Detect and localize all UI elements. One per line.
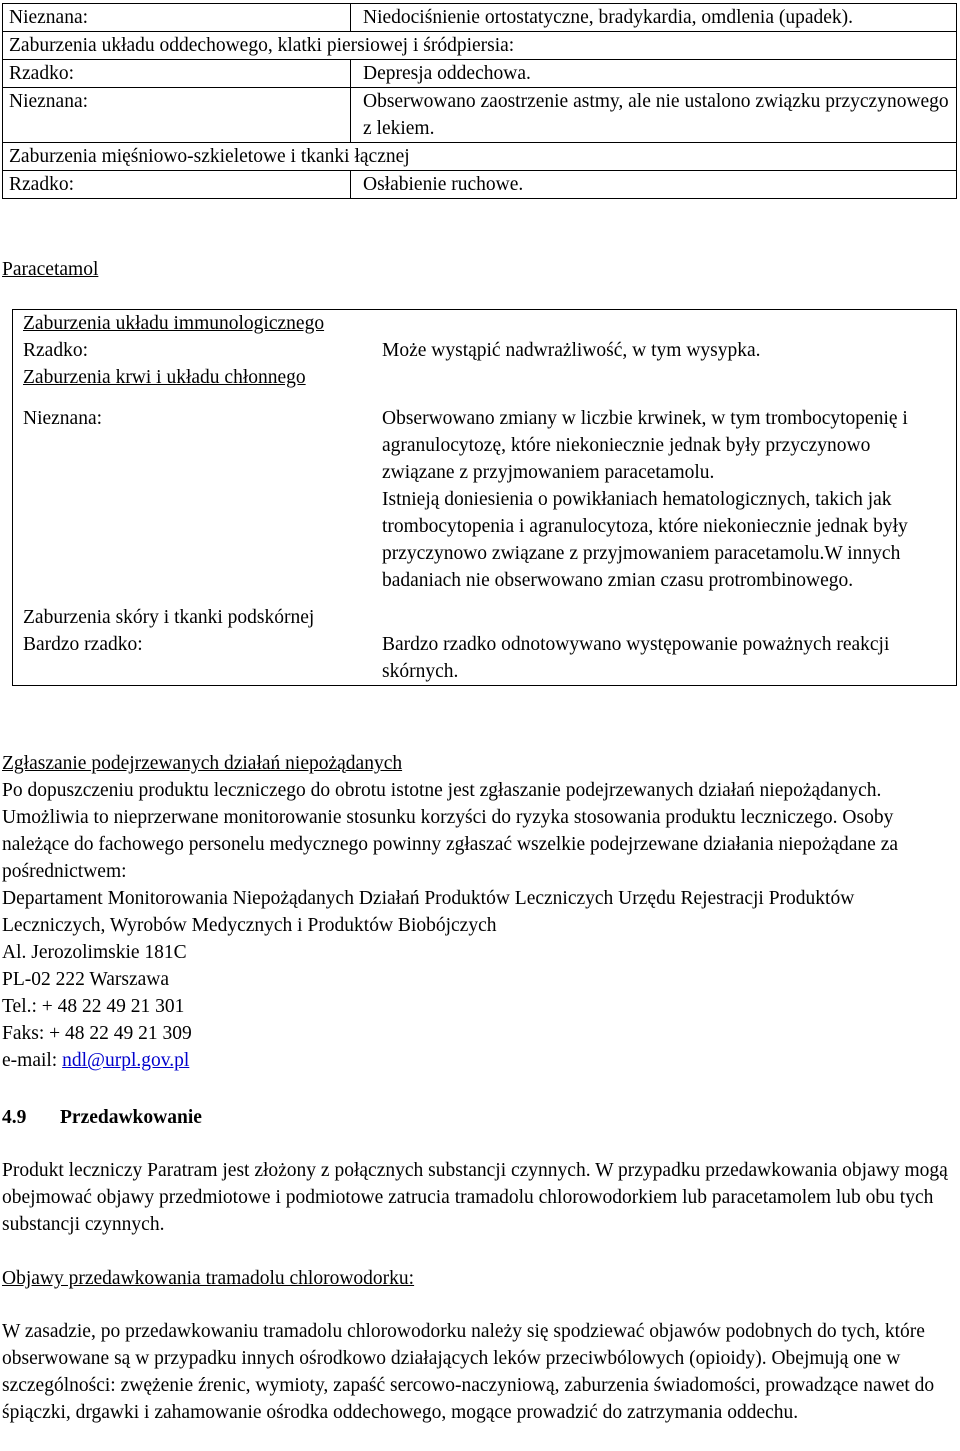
tramadol-overdose-heading: Objawy przedawkowania tramadolu chlorowodorku:: [2, 1268, 415, 1289]
effect-cell: Osłabienie ruchowe.: [351, 171, 957, 199]
table-row: [3, 32, 957, 60]
reporting-paragraph: Po dopuszczeniu produktu leczniczego do obrotu istotne jest zgłaszanie podejrzewanych działań niepożądanych. Umożliwia to nieprzerwane monitorowanie stosunku korzyści do ryzyka stosowania produktu leczniczego. Osoby należące do fachowego personelu medycznego powinny zgłaszać wszelkie podejrzewane działania niepożądane za pośrednictwem:: [2, 780, 899, 882]
effect-cell: Niedociśnienie ortostatyczne, bradykardia, omdlenia (upadek).: [351, 4, 957, 32]
organ-class-heading: Zaburzenia skóry i tkanki podskórnej: [23, 607, 315, 628]
frequency-cell: Nieznana:: [3, 4, 351, 32]
section-heading: [2, 1104, 202, 1131]
organ-class-heading: Zaburzenia układu oddechowego, klatki piersiowej i śródpiersia:: [3, 32, 957, 60]
address-street: Al. Jerozolimskie 181C: [2, 942, 187, 963]
frequency-cell: Rzadko:: [3, 171, 351, 199]
organ-class-heading: Zaburzenia krwi i układu chłonnego: [23, 367, 306, 388]
reporting-section: [2, 750, 952, 1074]
frequency-cell: Nieznana:: [3, 88, 351, 143]
section-number: 4.9: [2, 1107, 27, 1128]
fax-number: Faks: + 48 22 49 21 309: [2, 1023, 192, 1044]
section-title: Przedawkowanie: [60, 1107, 202, 1128]
adverse-effects-table-tramadol: [2, 3, 957, 199]
effect-text: Obserwowano zmiany w liczbie krwinek, w tym trombocytopenię i agranulocytozę, które niekoniecznie jednak były przyczynowo związane z przyjmowaniem paracetamolu.: [382, 408, 908, 483]
frequency-cell: Rzadko:: [23, 340, 88, 361]
table-row: [3, 4, 957, 32]
table-row: [13, 310, 957, 338]
frequency-cell: Rzadko:: [3, 60, 351, 88]
effect-cell: Obserwowano zaostrzenie astmy, ale nie ustalono związku przyczynowego z lekiem.: [351, 88, 957, 143]
department-name: Departament Monitorowania Niepożądanych Działań Produktów Leczniczych Urzędu Rejestracji Produktów Leczniczych, Wyrobów Medycznych i Produktów Biobójczych: [2, 888, 855, 936]
effect-cell: Depresja oddechowa.: [351, 60, 957, 88]
paracetamol-heading: Paracetamol: [2, 259, 99, 280]
table-row: [3, 88, 957, 143]
table-row: [13, 594, 957, 631]
effect-cell: [368, 391, 957, 594]
tramadol-overdose-paragraph: W zasadzie, po przedawkowaniu tramadolu chlorowodorku należy się spodziewać objawów podobnych do tych, które obserwowane są w przypadku innych ośrodkowo działających leków przeciwbólowych (opioidy). Obejmują one w szczególności: zwężenie źrenic, wymioty, zapaść sercowo-naczyniową, zaburzenia świadomości, prowadzące nawet do śpiączki, drgawki i zahamowanie ośrodka oddechowego, mogące prowadzić do zatrzymania oddechu.: [2, 1321, 935, 1423]
address-city: PL-02 222 Warszawa: [2, 969, 170, 990]
table-row: [3, 143, 957, 171]
table-row: [13, 391, 957, 594]
effect-cell: Bardzo rzadko odnotowywano występowanie poważnych reakcji skórnych.: [382, 634, 890, 682]
phone-number: Tel.: + 48 22 49 21 301: [2, 996, 185, 1017]
effect-text: Istnieją doniesienia o powikłaniach hematologicznych, takich jak trombocytopenia i agranulocytoza, które niekoniecznie jednak były przyczynowo związane z przyjmowaniem paracetamolu.W innych badaniach nie obserwowano zmian czasu protrombinowego.: [382, 489, 908, 591]
table-row: [3, 171, 957, 199]
email-link[interactable]: ndl@urpl.gov.pl: [62, 1050, 190, 1071]
reporting-heading: Zgłaszanie podejrzewanych działań niepożądanych: [2, 753, 403, 774]
adverse-effects-table-paracetamol: [12, 309, 957, 686]
table-row: [13, 337, 957, 364]
frequency-cell: Bardzo rzadko:: [23, 634, 143, 655]
organ-class-heading: Zaburzenia układu immunologicznego: [23, 313, 325, 334]
table-row: [13, 631, 957, 686]
table-row: [13, 364, 957, 391]
email-line: [2, 1047, 952, 1074]
table-row: [3, 60, 957, 88]
frequency-cell: Nieznana:: [23, 408, 103, 429]
overdose-paragraph: Produkt leczniczy Paratram jest złożony z połącznych substancji czynnych. W przypadku przedawkowania objawy mogą obejmować objawy przedmiotowe i podmiotowe zatrucia tramadolu chlorowodorkiem lub paracetamolem lub obu tych substancji czynnych.: [2, 1160, 948, 1235]
effect-cell: Może wystąpić nadwrażliwość, w tym wysypka.: [382, 340, 761, 361]
email-label: e-mail:: [2, 1050, 63, 1071]
organ-class-heading: Zaburzenia mięśniowo-szkieletowe i tkanki łącznej: [3, 143, 957, 171]
